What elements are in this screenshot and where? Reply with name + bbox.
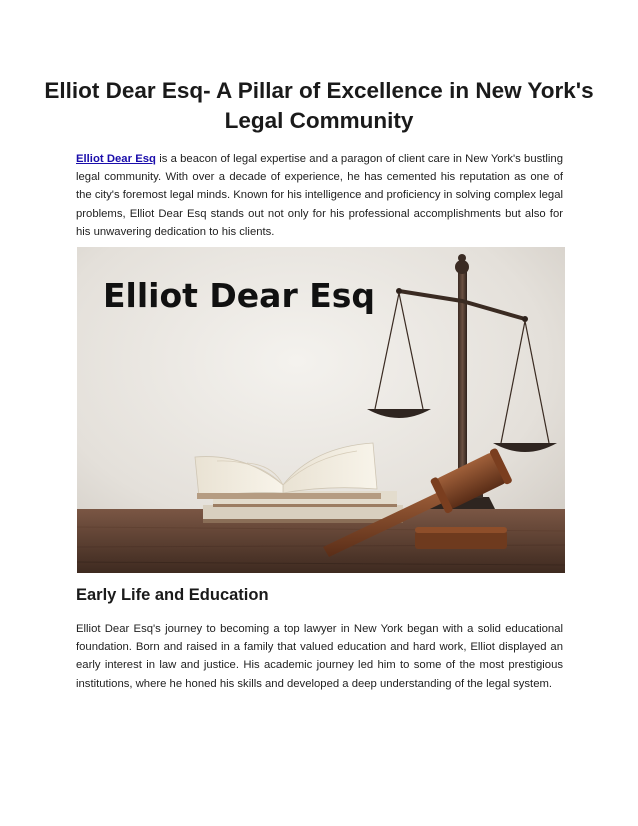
image-overlay-text: Elliot Dear Esq bbox=[103, 276, 376, 315]
section-heading: Early Life and Education bbox=[76, 586, 269, 604]
page-title bbox=[40, 76, 598, 136]
intro-paragraph bbox=[76, 150, 563, 241]
section-paragraph: Elliot Dear Esq's journey to becoming a top lawyer in New York began with a solid educational foundation. Born and raised in a family that valued education and hard work, Elliot displayed an early interest in law and justice. His academic journey led him to some of the most prestigious institutions, where he honed his skills and developed a deep understanding of the legal system. bbox=[76, 623, 563, 690]
hero-image bbox=[77, 247, 565, 573]
title-line-2: Legal Community bbox=[224, 108, 414, 133]
intro-text: is a beacon of legal expertise and a paragon of client care in New York's bustling legal community. With over a decade of experience, he has cemented his reputation as one of the city's foremost legal minds. Known for his intelligence and proficiency in solving complex legal problems, Elliot Dear Esq stands out not only for his professional accomplishments but also for his unwavering dedication to his clients. bbox=[76, 153, 563, 238]
elliot-dear-esq-link[interactable]: Elliot Dear Esq bbox=[76, 153, 156, 165]
title-line-1: Elliot Dear Esq- A Pillar of Excellence in New York's bbox=[44, 78, 594, 103]
